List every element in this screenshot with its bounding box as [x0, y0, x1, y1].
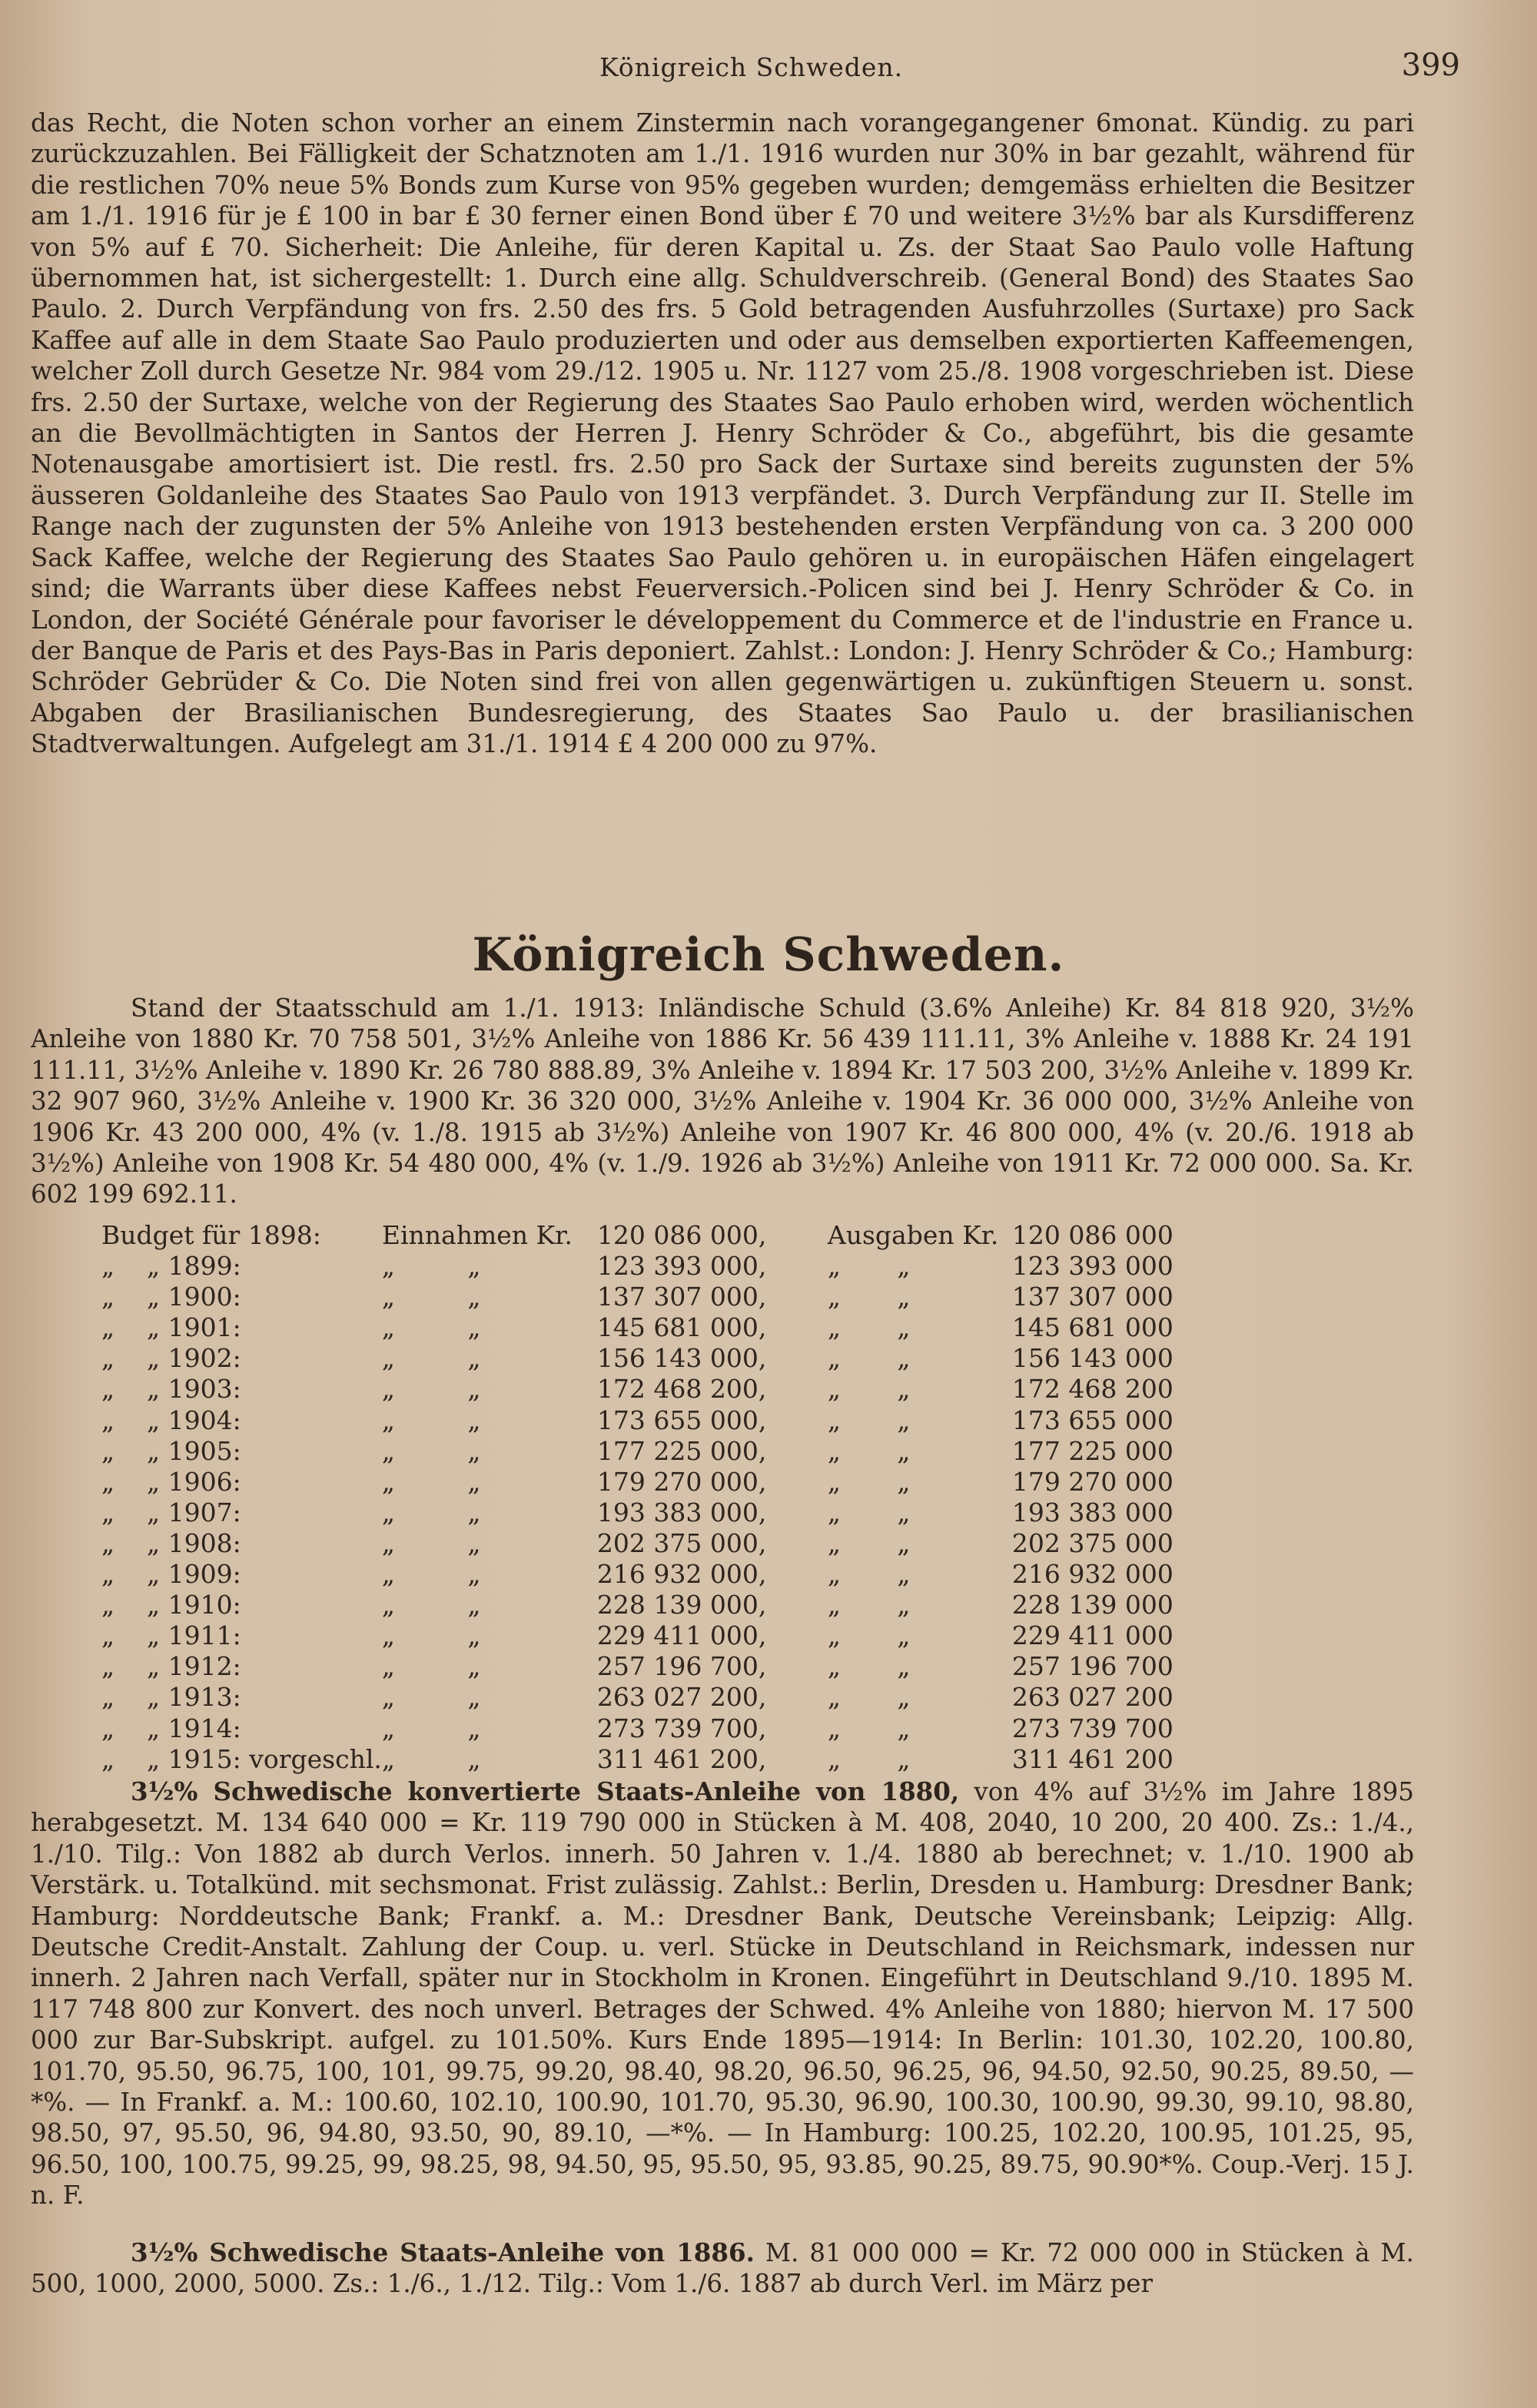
budget-year: „ „ 1900: [101, 1282, 241, 1312]
budget-expense-label: „ „ [827, 1682, 911, 1713]
budget-income-label: „ „ [381, 1527, 481, 1558]
budget-row [101, 1620, 1243, 1651]
budget-expense-label: „ „ [827, 1343, 911, 1374]
running-title: Königreich Schweden. [599, 52, 904, 82]
budget-expense-label: „ „ [827, 1559, 911, 1590]
budget-year: „ „ 1907: [101, 1497, 241, 1527]
budget-year: „ „ 1910: [101, 1590, 241, 1620]
budget-income-label: „ „ [381, 1497, 481, 1527]
budget-year: „ „ 1904: [101, 1405, 241, 1435]
sao-paulo-loan-paragraph [31, 108, 1414, 760]
budget-income-label: „ „ [381, 1343, 481, 1374]
budget-row [101, 1374, 1243, 1405]
loan-text: M. 81 000 000 = Kr. 72 000 000 in Stücken à M. 500, 1000, 2000, 5000. Zs.: 1./6., 1./12. Tilg.: Vom 1./6. 1887 ab durch Verl. im März per [31, 2238, 1414, 2299]
budget-expense-label: „ „ [827, 1282, 911, 1312]
budget-expense-value: 311 461 200 [1011, 1743, 1173, 1774]
budget-income-label: „ „ [381, 1743, 481, 1774]
budget-income-label: „ „ [381, 1251, 481, 1282]
budget-year: „ „ 1912: [101, 1651, 241, 1682]
budget-expense-label: „ „ [827, 1651, 911, 1682]
budget-expense-value: 229 411 000 [1011, 1620, 1173, 1651]
budget-year: „ „ 1911: [101, 1620, 241, 1651]
budget-table [101, 1220, 1243, 1775]
budget-row [101, 1467, 1243, 1498]
budget-income-value: 173 655 000, [596, 1405, 767, 1435]
budget-row [101, 1651, 1243, 1682]
budget-income-label: „ „ [381, 1312, 481, 1343]
budget-expense-label: „ „ [827, 1405, 911, 1435]
budget-expense-value: 173 655 000 [1011, 1405, 1173, 1435]
budget-year: „ „ 1901: [101, 1312, 241, 1343]
budget-expense-value: 263 027 200 [1011, 1682, 1173, 1713]
budget-expense-label: „ „ [827, 1466, 911, 1497]
section-heading: Königreich Schweden. [472, 928, 1065, 982]
budget-row [101, 1220, 1243, 1251]
budget-expense-value: 179 270 000 [1011, 1466, 1173, 1497]
budget-expense-label: „ „ [827, 1435, 911, 1466]
budget-expense-label: „ „ [827, 1497, 911, 1527]
budget-expense-label: „ „ [827, 1312, 911, 1343]
page-number: 399 [1401, 48, 1460, 83]
budget-expense-label: „ „ [827, 1251, 911, 1282]
budget-income-label: „ „ [381, 1620, 481, 1651]
budget-expense-value: 120 086 000 [1011, 1220, 1173, 1250]
budget-expense-value: 156 143 000 [1011, 1343, 1173, 1374]
budget-year: Budget für 1898: [101, 1220, 321, 1250]
budget-income-value: 257 196 700, [596, 1651, 767, 1682]
budget-row [101, 1744, 1243, 1775]
paragraph-text: Stand der Staatsschuld am 1./1. 1913: Inländische Schuld (3.6% Anleihe) Kr. 84 818 920, 3½% Anleihe von 1880 Kr. 70 758 501, 3½% Anleihe von 1886 Kr. 56 439 111.11, 3% Anleihe v. 1888 Kr. 24 191 111.11, 3½% Anleihe v. 1890 Kr. 26 780 888.89, 3% Anleihe v. 1894 Kr. 17 503 200, 3½% Anleihe v. 1899 Kr. 32 907 960, 3½% Anleihe v. 1900 Kr. 36 320 000, 3½% Anleihe v. 1904 Kr. 36 000 000, 3½% Anleihe von 1906 Kr. 43 200 000, 4% (v. 1./8. 1915 ab 3½%) Anleihe von 1907 Kr. 46 800 000, 4% (v. 20./6. 1918 ab 3½%) Anleihe von 1908 Kr. 54 480 000, 4% (v. 1./9. 1926 ab 3½%) Anleihe von 1911 Kr. 72 000 000. Sa. Kr. 602 199 692.11. [31, 993, 1414, 1209]
budget-expense-value: 177 225 000 [1011, 1435, 1173, 1466]
budget-year: „ „ 1903: [101, 1374, 241, 1405]
budget-income-label: „ „ [381, 1682, 481, 1713]
budget-income-value: 177 225 000, [596, 1435, 767, 1466]
budget-expense-label: „ „ [827, 1374, 911, 1405]
budget-expense-label: Ausgaben Kr. [827, 1220, 999, 1250]
budget-expense-value: 145 681 000 [1011, 1312, 1173, 1343]
budget-expense-value: 123 393 000 [1011, 1251, 1173, 1282]
budget-row [101, 1405, 1243, 1436]
budget-income-value: 172 468 200, [596, 1374, 767, 1405]
budget-income-label: Einnahmen Kr. [381, 1220, 573, 1250]
budget-income-value: 123 393 000, [596, 1251, 767, 1282]
budget-year: „ „ 1915: vorgeschl. [101, 1743, 382, 1774]
budget-row [101, 1559, 1243, 1590]
budget-row [101, 1251, 1243, 1282]
budget-income-value: 145 681 000, [596, 1312, 767, 1343]
budget-year: „ „ 1905: [101, 1435, 241, 1466]
budget-row [101, 1682, 1243, 1713]
budget-income-value: 179 270 000, [596, 1466, 767, 1497]
budget-income-label: „ „ [381, 1559, 481, 1590]
budget-row [101, 1528, 1243, 1559]
budget-income-label: „ „ [381, 1651, 481, 1682]
budget-income-label: „ „ [381, 1405, 481, 1435]
budget-expense-label: „ „ [827, 1743, 911, 1774]
loan-1880-paragraph [31, 1776, 1414, 2211]
paragraph-text [31, 1776, 1414, 2211]
budget-year: „ „ 1899: [101, 1251, 241, 1282]
budget-row [101, 1343, 1243, 1374]
loan-title: 3½% Schwedische konvertierte Staats-Anleihe von 1880, [131, 1776, 960, 1806]
budget-expense-label: „ „ [827, 1590, 911, 1620]
budget-income-value: 216 932 000, [596, 1559, 767, 1590]
budget-income-value: 156 143 000, [596, 1343, 767, 1374]
budget-income-value: 193 383 000, [596, 1497, 767, 1527]
budget-income-label: „ „ [381, 1435, 481, 1466]
budget-expense-value: 257 196 700 [1011, 1651, 1173, 1682]
budget-expense-label: „ „ [827, 1527, 911, 1558]
budget-expense-label: „ „ [827, 1620, 911, 1651]
budget-expense-value: 137 307 000 [1011, 1282, 1173, 1312]
budget-expense-label: „ „ [827, 1713, 911, 1743]
budget-expense-value: 172 468 200 [1011, 1374, 1173, 1405]
budget-row [101, 1282, 1243, 1312]
budget-row [101, 1436, 1243, 1467]
paragraph-text [31, 2237, 1414, 2300]
budget-income-value: 229 411 000, [596, 1620, 767, 1651]
budget-expense-value: 193 383 000 [1011, 1497, 1173, 1527]
budget-income-value: 202 375 000, [596, 1527, 767, 1558]
budget-year: „ „ 1909: [101, 1559, 241, 1590]
budget-row [101, 1312, 1243, 1343]
budget-income-value: 120 086 000, [596, 1220, 767, 1250]
budget-row [101, 1713, 1243, 1744]
budget-year: „ „ 1902: [101, 1343, 241, 1374]
budget-expense-value: 216 932 000 [1011, 1559, 1173, 1590]
budget-income-value: 273 739 700, [596, 1713, 767, 1743]
loan-text: von 4% auf 3½% im Jahre 1895 herabgesetzt. M. 134 640 000 = Kr. 119 790 000 in Stücken à M. 408, 2040, 10 200, 20 400. Zs.: 1./4., 1./10. Tilg.: Von 1882 ab durch Verlos. innerh. 50 Jahren v. 1./4. 1880 ab berechnet; v. 1./10. 1900 ab Verstärk. u. Totalkünd. mit sechsmonat. Frist zulässig. Zahlst.: Berlin, Dresden u. Hamburg: Dresdner Bank; Hamburg: Norddeutsche Bank; Frankf. a. M.: Dresdner Bank, Deutsche Vereinsbank; Leipzig: Allg. Deutsche Credit-Anstalt. Zahlung der Coup. u. verl. Stücke in Deutschland in Reichsmark, indessen nur innerh. 2 Jahren nach Verfall, später nur in Stockholm in Kronen. Eingeführt in Deutschland 9./10. 1895 M. 117 748 800 zur Konvert. des noch unverl. Betrages der Schwed. 4% Anleihe von 1880; hiervon M. 17 500 000 zur Bar-Subskript. aufgel. zu 101.50%. Kurs Ende 1895—1914: In Berlin: 101.30, 102.20, 100.80, 101.70, 95.50, 96.75, 100, 101, 99.75, 99.20, 98.40, 98.20, 96.50, 96.25, 96, 94.50, 92.50, 90.25, 89.50, —*%. — In Frankf. a. M.: 100.60, 102.10, 100.90, 101.70, 95.30, 96.90, 100.30, 100.90, 99.30, 99.10, 98.80, 98.50, 97, 95.50, 96, 94.80, 93.50, 90, 89.10, —*%. — In Hamburg: 100.25, 102.20, 100.95, 101.25, 95, 96.50, 100, 100.75, 99.25, 99, 98.25, 98, 94.50, 95, 95.50, 95, 93.85, 90.25, 89.75, 90.90*%. Coup.-Verj. 15 J. n. F. [31, 1777, 1414, 2211]
budget-income-label: „ „ [381, 1713, 481, 1743]
loan-title: 3½% Schwedische Staats-Anleihe von 1886. [131, 2237, 755, 2267]
budget-year: „ „ 1913: [101, 1682, 241, 1713]
budget-income-label: „ „ [381, 1466, 481, 1497]
budget-income-label: „ „ [381, 1590, 481, 1620]
budget-income-value: 137 307 000, [596, 1282, 767, 1312]
budget-income-label: „ „ [381, 1282, 481, 1312]
budget-row [101, 1498, 1243, 1528]
loan-1886-paragraph [31, 2237, 1414, 2300]
budget-expense-value: 273 739 700 [1011, 1713, 1173, 1743]
budget-income-value: 311 461 200, [596, 1743, 767, 1774]
paragraph-text: das Recht, die Noten schon vorher an einem Zinstermin nach vorangegangener 6monat. Kündig. zu pari zurückzuzahlen. Bei Fälligkeit der Schatznoten am 1./1. 1916 wurden nur 30% in bar gezahlt, während für die restlichen 70% neue 5% Bonds zum Kurse von 95% gegeben wurden; demgemäss erhielten die Besitzer am 1./1. 1916 für je £ 100 in bar £ 30 ferner einen Bond über £ 70 und weitere 3½% bar als Kursdifferenz von 5% auf £ 70. Sicherheit: Die Anleihe, für deren Kapital u. Zs. der Staat Sao Paulo volle Haftung übernommen hat, ist sichergestellt: 1. Durch eine allg. Schuldverschreib. (General Bond) des Staates Sao Paulo. 2. Durch Verpfändung von frs. 2.50 des frs. 5 Gold betragenden Ausfuhrzolles (Surtaxe) pro Sack Kaffee auf alle in dem Staate Sao Paulo produzierten und oder aus demselben exportierten Kaffeemengen, welcher Zoll durch Gesetze Nr. 984 vom 29./12. 1905 u. Nr. 1127 vom 25./8. 1908 vorgeschrieben ist. Diese frs. 2.50 der Surtaxe, welche von der Regierung des Staates Sao Paulo erhoben wird, werden wöchentlich an die Bevollmächtigten in Santos der Herren J. Henry Schröder & Co., abgeführt, bis die gesamte Notenausgabe amortisiert ist. Die restl. frs. 2.50 pro Sack der Surtaxe sind bereits zugunsten der 5% äusseren Goldanleihe des Staates Sao Paulo von 1913 verpfändet. 3. Durch Verpfändung zur II. Stelle im Range nach der zugunsten der 5% Anleihe von 1913 bestehenden ersten Verpfändung von ca. 3 200 000 Sack Kaffee, welche der Regierung des Staates Sao Paulo gehören u. in europäischen Häfen eingelagert sind; die Warrants über diese Kaffees nebst Feuerversich.-Policen sind bei J. Henry Schröder & Co. in London, der Société Générale pour favoriser le développement du Commerce et de l'industrie en France u. der Banque de Paris et des Pays-Bas in Paris deponiert. Zahlst.: London: J. Henry Schröder & Co.; Hamburg: Schröder Gebrüder & Co. Die Noten sind frei von allen gegenwärtigen u. zukünftigen Steuern u. sonst. Abgaben der Brasilianischen Bundesregierung, des Staates Sao Paulo u. der brasilianischen Stadtverwaltungen. Aufgelegt am 31./1. 1914 £ 4 200 000 zu 97%. [31, 108, 1414, 759]
budget-year: „ „ 1906: [101, 1466, 241, 1497]
budget-row [101, 1590, 1243, 1620]
state-debt-paragraph [31, 993, 1414, 1210]
budget-income-label: „ „ [381, 1374, 481, 1405]
budget-income-value: 228 139 000, [596, 1590, 767, 1620]
budget-expense-value: 202 375 000 [1011, 1527, 1173, 1558]
budget-year: „ „ 1908: [101, 1527, 241, 1558]
page-header [31, 45, 1460, 91]
budget-expense-value: 228 139 000 [1011, 1590, 1173, 1620]
budget-year: „ „ 1914: [101, 1713, 241, 1743]
budget-income-value: 263 027 200, [596, 1682, 767, 1713]
